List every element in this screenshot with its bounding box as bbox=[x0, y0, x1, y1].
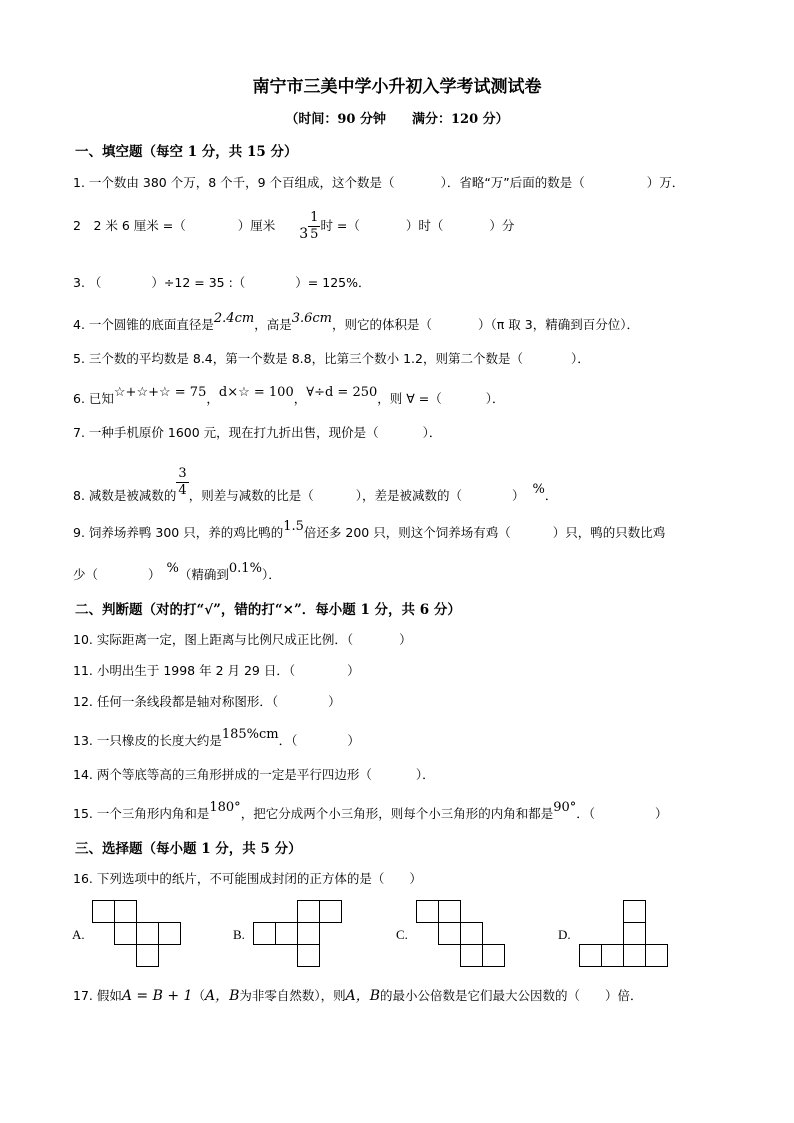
question-2: 2 2 米 6 厘米 =（ ）厘米 3 $\frac{1}{5}$ 时 =（ ）时（ ）分 bbox=[73, 210, 515, 242]
question-17: 17. 假如A = B + 1（A，B为非零自然数），则A，B的最小公倍数是它们最大公因数的（ ）倍． bbox=[73, 988, 643, 1004]
page-title: 南宁市三美中学小升初入学考试测试卷 bbox=[252, 77, 542, 97]
question-15: 15. 一个三角形内角和是180°，把它分成两个小三角形，则每个小三角形的内角和都是90°．（ ） bbox=[73, 800, 668, 821]
question-7: 7. 一种手机原价 1600 元，现在打九折出售，现价是（ ）． bbox=[73, 425, 442, 440]
option-d-net bbox=[579, 900, 671, 970]
question-10: 10. 实际距离一定，图上距离与比例尺成正比例．（ ） bbox=[73, 632, 412, 647]
option-d-label: D. bbox=[558, 927, 571, 942]
question-9: 9. 饲养场养鸭 300 只，养的鸡比鸭的1.5倍还多 200 只，则这个饲养场有鸡（ ）只，鸭的只数比鸡 bbox=[73, 519, 666, 540]
question-14: 14. 两个等底等高的三角形拼成的一定是平行四边形（ ）． bbox=[73, 767, 435, 782]
section-3-heading: 三、选择题（每小题 1 分，共 5 分） bbox=[75, 841, 302, 857]
question-3: 3. （ ）÷12 = 35 :（ ）= 125%． bbox=[73, 275, 371, 290]
question-4: 4. 一个圆锥的底面直径是2.4cm，高是3.6cm，则它的体积是（ ）（π 取 3，精确到百分位）． bbox=[73, 311, 639, 332]
option-c-label: C. bbox=[396, 927, 408, 942]
question-6: 6. 已知☆+☆+☆ = 75，d×☆ = 100，∀÷d = 250，则 ∀ =（ ）． bbox=[73, 385, 505, 406]
option-c-net bbox=[416, 900, 512, 970]
option-a-label: A. bbox=[72, 927, 85, 942]
option-a-net bbox=[92, 900, 188, 970]
option-b-net bbox=[253, 900, 349, 970]
question-1: 1. 一个数由 380 个万，8 个千，9 个百组成，这个数是（ ）．省略“万”后面的数是（ ）万． bbox=[73, 175, 685, 190]
question-11: 11. 小明出生于 1998 年 2 月 29 日．（ ） bbox=[73, 663, 360, 678]
question-12: 12. 任何一条线段都是轴对称图形．（ ） bbox=[73, 694, 341, 709]
question-9-line-2: 少（ ） %（精确到0.1%）． bbox=[73, 561, 281, 582]
section-2-heading: 二、判断题（对的打“√”，错的打“×”．每小题 1 分，共 6 分） bbox=[75, 602, 461, 618]
question-8: 8. 减数是被减数的 $\frac{3}{4}$ ，则差与减数的比是（ ），差是被减数的（ ） %． bbox=[73, 466, 558, 503]
section-1-heading: 一、填空题（每空 1 分，共 15 分） bbox=[75, 144, 298, 160]
question-13: 13. 一只橡皮的长度大约是185%cm．（ ） bbox=[73, 727, 360, 748]
question-5: 5. 三个数的平均数是 8.4，第一个数是 8.8，比第三个数小 1.2，则第二个数是（ ）． bbox=[73, 351, 590, 366]
option-b-label: B. bbox=[233, 927, 245, 942]
question-16: 16. 下列选项中的纸片，不可能围成封闭的正方体的是（ ） bbox=[73, 871, 422, 886]
exam-info: （时间：90 分钟 满分：120 分） bbox=[285, 112, 509, 127]
